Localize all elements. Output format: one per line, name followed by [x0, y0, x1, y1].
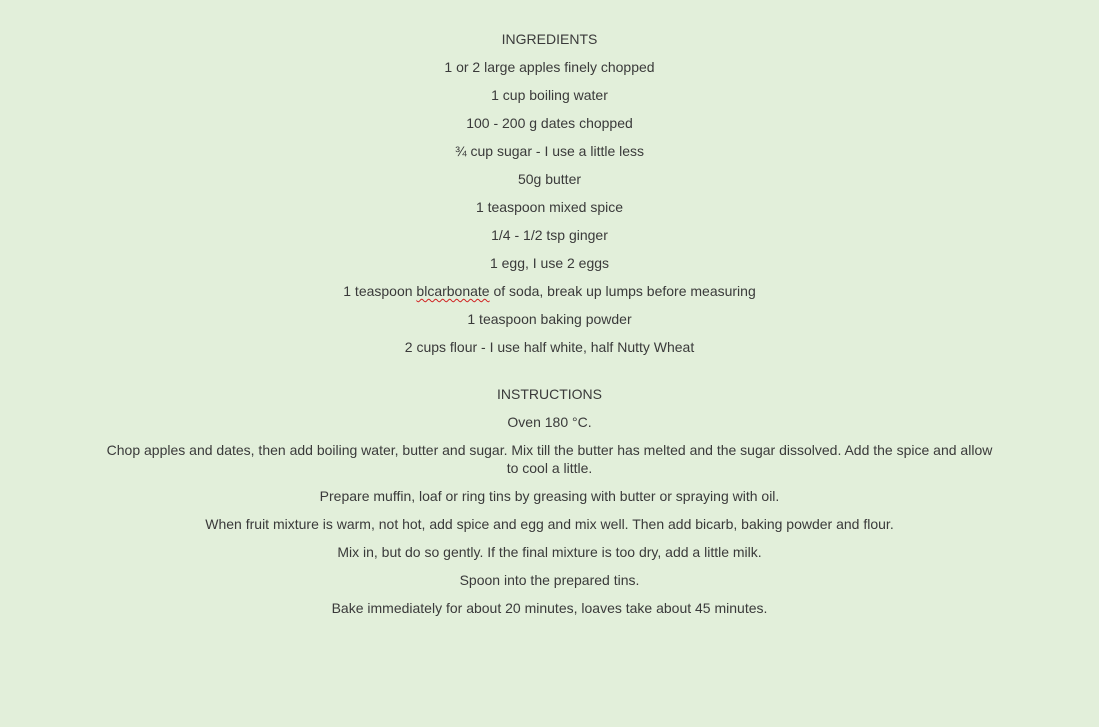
ingredient-item: ¾ cup sugar - I use a little less: [454, 143, 645, 159]
instruction-step: Mix in, but do so gently. If the final mixture is too dry, add a little milk.: [337, 544, 762, 560]
instruction-step: When fruit mixture is warm, not hot, add spice and egg and mix well. Then add bicarb, baking powder and flour.: [205, 516, 894, 532]
instruction-step: Chop apples and dates, then add boiling water, butter and sugar. Mix till the butter has melted and the sugar dissolved. Add the spice and allow to cool a little.: [106, 442, 993, 476]
instruction-step: Bake immediately for about 20 minutes, loaves take about 45 minutes.: [331, 600, 768, 616]
ingredients-section: [0, 30, 1099, 356]
ingredient-item: 1 or 2 large apples finely chopped: [444, 59, 655, 75]
ingredient-item: 1/4 - 1/2 tsp ginger: [491, 227, 608, 243]
ingredient-item: 50g butter: [517, 171, 582, 187]
instructions-heading: INSTRUCTIONS: [497, 386, 602, 402]
instructions-section: [0, 385, 1099, 617]
ingredient-item: 1 cup boiling water: [491, 87, 608, 103]
ingredient-item: 1 teaspoon mixed spice: [475, 199, 624, 215]
instruction-step: Oven 180 °C.: [507, 414, 592, 430]
instruction-step: Prepare muffin, loaf or ring tins by greasing with butter or spraying with oil.: [319, 488, 780, 504]
ingredient-item: 1 egg, I use 2 eggs: [489, 255, 610, 271]
ingredients-heading: INGREDIENTS: [501, 31, 598, 47]
ingredient-item: 1 teaspoon baking powder: [467, 311, 632, 327]
instruction-step: Spoon into the prepared tins.: [459, 572, 640, 588]
section-spacer: [0, 366, 1099, 385]
ingredient-item-bicarb: [0, 282, 1099, 300]
ingredient-item: 100 - 200 g dates chopped: [466, 115, 633, 131]
misspelled-word[interactable]: blcarbonate: [416, 283, 490, 299]
bicarb-text-before: 1 teaspoon: [343, 283, 417, 299]
ingredient-item: 2 cups flour - I use half white, half Nutty Wheat: [404, 339, 695, 355]
bicarb-text-after: of soda, break up lumps before measuring: [489, 283, 756, 299]
